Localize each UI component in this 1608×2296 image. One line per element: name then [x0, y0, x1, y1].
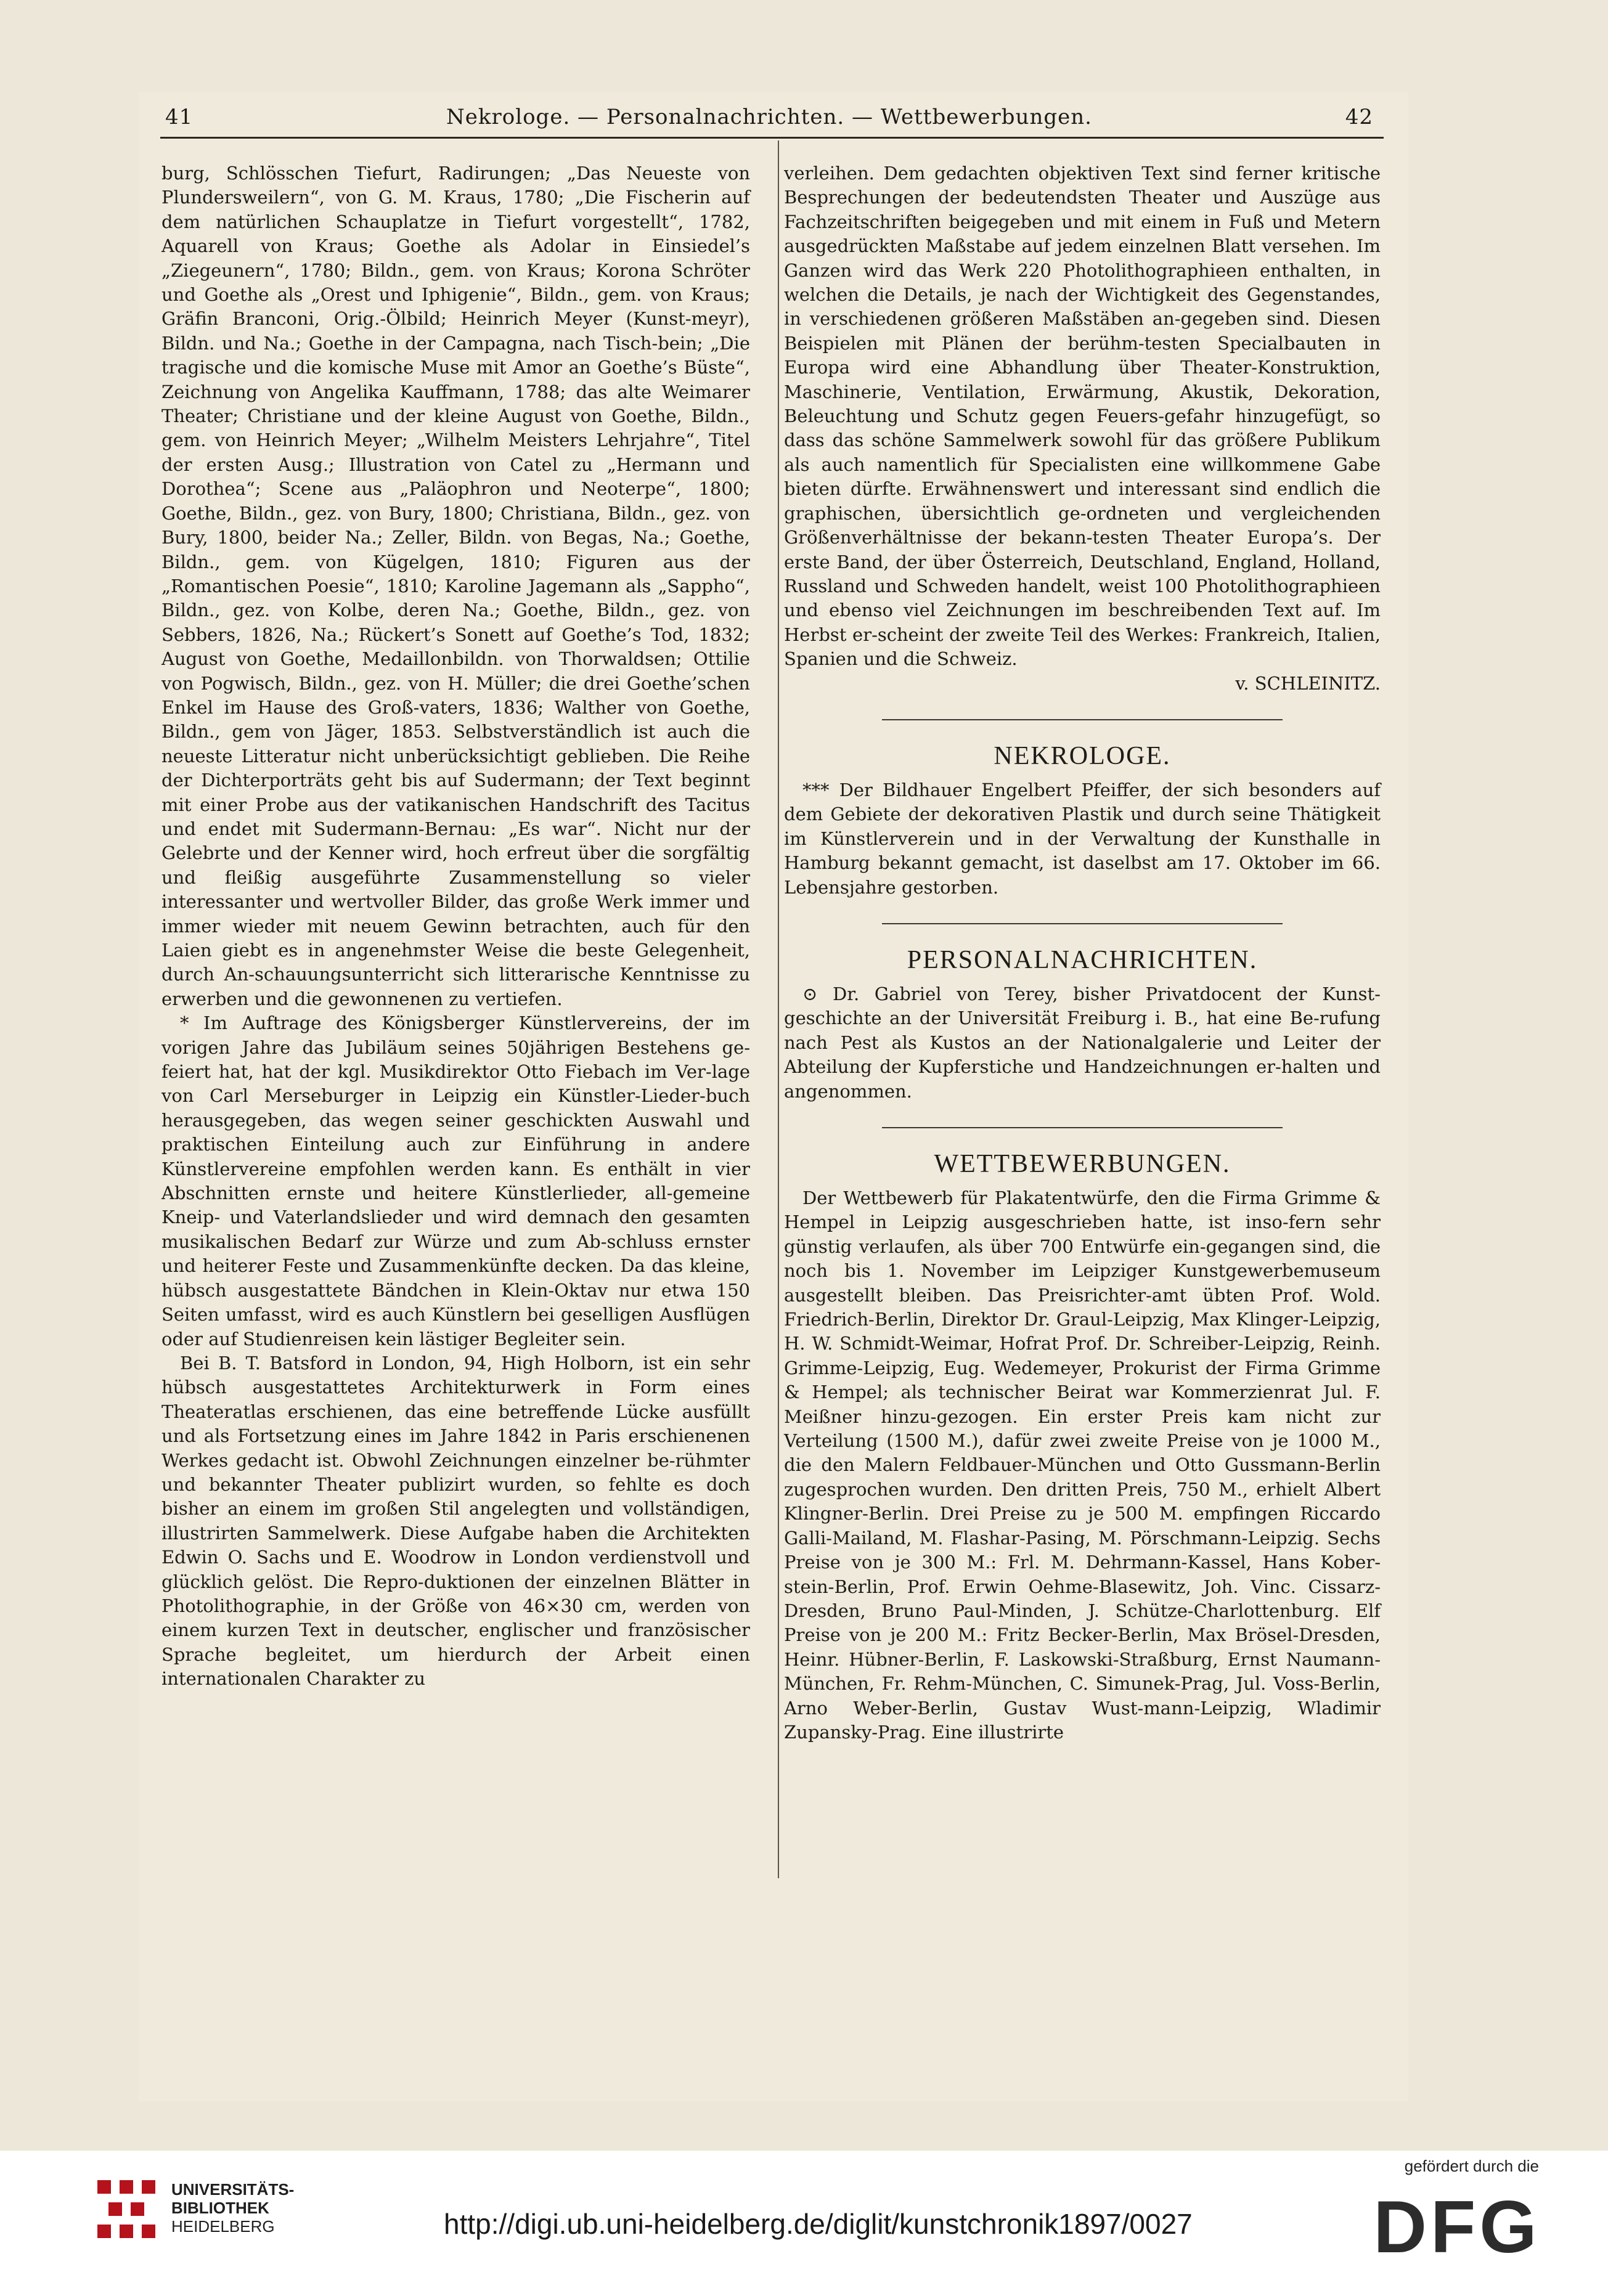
paragraph: burg, Schlösschen Tiefurt, Radirungen; „Das Neueste von Plundersweilern“, von G. M. Kraus, 1780; „Die Fischerin auf dem natürlichen Schauplatze in Tiefurt vorgestellt“, 1782, Aquarell von Kraus; Goethe als Adolar in Einsiedel’s „Ziegeunern“, 1780; Bildn., gem. von Kraus; Korona Schröter und Goethe als „Orest und Iphigenie“, Bildn., gem. von Kraus; Gräfin Branconi, Orig.-Ölbild; Heinrich Meyer (Kunst-meyr), Bildn. und Na.; Goethe in der Campagna, nach Tisch-bein; „Die tragische und die komische Muse mit Amor an Goethe’s Büste“, Zeichnung von Angelika Kauffmann, 1788; das alte Weimarer Theater; Christiane und der kleine August von Goethe, Bildn., gem. von Heinrich Meyer; „Wilhelm Meisters Lehrjahre“, Titel der ersten Ausg.; Illustration von Catel zu „Hermann und Dorothea“; Scene aus „Paläophron und Neoterpe“, 1800; Goethe, Bildn., gez. von Bury, 1800; Christiana, Bildn., gez. von Bury, 1800, beider Na.; Zeller, Bildn. von Begas, Na.; Goethe, Bildn., gem. von Kügelgen, 1810; Figuren aus der „Romantischen Poesie“, 1810; Karoline Jagemann als „Sappho“, Bildn., gez. von Kolbe, deren Na.; Goethe, Bildn., gez. von Sebbers, 1826, Na.; Rückert’s Sonett auf Goethe’s Tod, 1832; August von Goethe, Medaillonbildn. von Thorwaldsen; Ottilie von Pogwisch, Bildn., gez. von H. Müller; die drei Goethe’schen Enkel im Hause des Groß-vaters, 1836; Walther von Goethe, Bildn., gem von Jäger, 1853. Selbstverständlich ist auch die neueste Litteratur nicht unberücksichtigt geblieben. Die Reihe der Dichterporträts geht bis auf Sudermann; der Text beginnt mit einer Probe aus der vatikanischen Handschrift des Tacitus und endet mit Sudermann-Bernau: „Es war“. Nicht nur der Gelebrte und der Kenner wird, hoch erfreut über die sorgfältig und fleißig ausgeführte Zusammenstellung so vieler interessanter und wertvoller Bilder, das große Werk immer und immer wieder mit neuem Gewinn betrachten, auch für den Laien giebt es in angenehmster Weise die beste Gelegenheit, durch An-schauungsunterricht sich litterarische Kenntnisse zu erwerben und die gewonnenen zu vertiefen.: [161, 163, 750, 1009]
page-number-right: 42: [1345, 105, 1373, 129]
paragraph: Der Wettbewerb für Plakatentwürfe, den die Firma Grimme & Hempel in Leipzig ausgeschrieben hatte, ist inso-fern sehr günstig verlaufen, als über 700 Entwürfe ein-gegangen sind, die noch bis 1. November im Leipziger Kunstgewerbemuseum ausgestellt bleiben. Das Preisrichter-amt übten Prof. Wold. Friedrich-Berlin, Direktor Dr. Graul-Leipzig, Max Klinger-Leipzig, H. W. Schmidt-Weimar, Hofrat Prof. Dr. Schreiber-Leipzig, Reinh. Grimme-Leipzig, Eug. Wedemeyer, Prokurist der Firma Grimme & Hempel; als technischer Beirat war Kommerzienrat Jul. F. Meißner hinzu-gezogen. Ein erster Preis kam nicht zur Verteilung (1500 M.), dafür zwei zweite Preise von je 1000 M., die den Malern Feldbauer-München und Otto Gussmann-Berlin zugesprochen wurden. Den dritten Preis, 750 M., erhielt Albert Klingner-Berlin. Drei Preise zu je 500 M. empfingen Riccardo Galli-Mailand, M. Flashar-Pasing, M. Pörschmann-Leipzig. Sechs Preise von je 300 M.: Frl. M. Dehrmann-Kassel, Hans Kober-stein-Berlin, Prof. Erwin Oehme-Blasewitz, Joh. Vinc. Cissarz-Dresden, Bruno Paul-Minden, J. Schütze-Charlottenburg. Elf Preise von je 200 M.: Fritz Becker-Berlin, Max Brösel-Dresden, Heinr. Hübner-Berlin, F. Laskowski-Straßburg, Ernst Naumann-München, Fr. Rehm-München, C. Simunek-Prag, Jul. Voss-Berlin, Arno Weber-Berlin, Gustav Wust-mann-Leipzig, Wladimir Zupansky-Prag. Eine illustrirte: [784, 1187, 1381, 1743]
paragraph: ⊙ Dr. Gabriel von Terey, bisher Privatdocent der Kunst-geschichte an der Universität Freiburg i. B., hat eine Be-rufung nach Pest als Kustos an der Nationalgalerie und Leiter der Abteilung der Kupferstiche und Handzeichnungen er-halten und angenommen.: [784, 983, 1381, 1102]
page-number-left: 41: [165, 105, 194, 129]
section-rule: [882, 923, 1283, 924]
section-heading-nekrologe: NEKROLOGE.: [994, 741, 1171, 770]
paragraph: verleihen. Dem gedachten objektiven Text sind ferner kritische Besprechungen der bedeutendsten Theater und Auszüge aus Fachzeitschriften beigegeben und mit einem in Fuß und Metern ausgedrückten Maßstabe auf jedem einzelnen Blatt versehen. Im Ganzen wird das Werk 220 Photolithographieen enthalten, in welchen die Details, je nach der Wichtigkeit des Gegenstandes, in verschiedenen größeren Maßstäben an-gegeben sind. Diesen Beispielen mit Plänen der berühm-testen Specialbauten in Europa wird eine Abhandlung über Theater-Konstruktion, Maschinerie, Ventilation, Erwärmung, Akustik, Dekoration, Beleuchtung und Schutz gegen Feuers-gefahr hinzugefügt, so dass das schöne Sammelwerk sowohl für das größere Publikum als auch namentlich für Specialisten eine willkommene Gabe bieten dürfte. Erwähnenswert und interessant sind endlich die graphischen, übersichtlich ge-ordneten und vergleichenden Größenverhältnisse der bekann-testen Theater Europa’s. Der erste Band, der über Österreich, Deutschland, England, Holland, Russland und Schweden handelt, weist 100 Photolithographieen und ebenso viel Zeichnungen im beschreibenden Text auf. Im Herbst er-scheint der zweite Teil des Werkes: Frankreich, Italien, Spanien und die Schweiz.: [784, 163, 1381, 670]
source-url-link[interactable]: http://digi.ub.uni-heidelberg.de/diglit/kunstchronik1897/0027: [444, 2208, 1193, 2240]
section-rule: [882, 1127, 1283, 1128]
library-name: UNIVERSITÄTS- BIBLIOTHEK HEIDELBERG: [171, 2180, 295, 2236]
column-divider: [778, 140, 779, 1878]
svg-text:DFG: DFG: [1373, 2188, 1541, 2261]
dfg-logo-icon: [1368, 2188, 1546, 2261]
paragraph: *** Der Bildhauer Engelbert Pfeiffer, der sich besonders auf dem Gebiete der dekorativen Plastik und durch seine Thätigkeit im Künstlerverein und in der Verwaltung der Kunsthalle in Hamburg bekannt gemacht, ist daselbst am 17. Oktober im 66. Lebensjahre gestorben.: [784, 779, 1381, 898]
university-library-logo-icon: [92, 2175, 160, 2243]
right-column: [784, 161, 1381, 1744]
running-title: Nekrologe. — Personalnachrichten. — Wettbewerbungen.: [446, 105, 1092, 129]
paragraph: * Im Auftrage des Königsberger Künstlervereins, der im vorigen Jahre das Jubiläum seines 50jährigen Bestehens ge-feiert hat, hat der kgl. Musikdirektor Otto Fiebach im Ver-lage von Carl Merseburger in Leipzig ein Künstler-Lieder-buch herausgegeben, das wegen seiner geschickten Auswahl und praktischen Einteilung auch zur Einführung in andere Künstlervereine empfohlen werden kann. Es enthält in vier Abschnitten ernste und heitere Künstlerlieder, all-gemeine Kneip- und Vaterlandslieder und wird demnach den gesamten musikalischen Bedarf zur Würze und zum Ab-schluss ernster und heiterer Feste und Zusammenkünfte decken. Da das kleine, hübsch ausgestattete Bändchen in Klein-Oktav nur etwa 150 Seiten umfasst, wird es auch Künstlern bei geselligen Ausflügen oder auf Studienreisen kein lästiger Begleiter sein.: [161, 1012, 750, 1350]
running-head: [165, 99, 1373, 136]
paragraph: Bei B. T. Batsford in London, 94, High Holborn, ist ein sehr hübsch ausgestattetes Architekturwerk in Form eines Theateratlas erschienen, das eine betreffende Lücke ausfüllt und als Fortsetzung eines im Jahre 1842 in Paris erschienenen Werkes gedacht ist. Obwohl Zeichnungen einzelner be-rühmter und bekannter Theater publizirt wurden, so fehlte es doch bisher an einem im großen Stil angelegten und vollständigen, illustrirten Sammelwerk. Diese Aufgabe haben die Architekten Edwin O. Sachs und E. Woodrow in London verdienstvoll und glücklich gelöst. Die Repro-duktionen der einzelnen Blätter in Photolithographie, in der Größe von 46×30 cm, werden von einem kurzen Text in deutscher, englischer und französischer Sprache begleitet, um hierdurch der Arbeit einen internationalen Charakter zu: [161, 1352, 750, 1690]
section-heading-wettbewerbungen: WETTBEWERBUNGEN.: [934, 1150, 1231, 1178]
digitization-footer: [0, 2151, 1608, 2296]
left-column: [161, 161, 750, 1691]
author-signature: v. SCHLEINITZ.: [1235, 672, 1381, 694]
section-heading-personal: PERSONALNACHRICHTEN.: [907, 945, 1258, 974]
header-rule: [160, 137, 1384, 139]
section-rule: [882, 719, 1283, 720]
funding-note: gefördert durch die: [1404, 2157, 1539, 2175]
